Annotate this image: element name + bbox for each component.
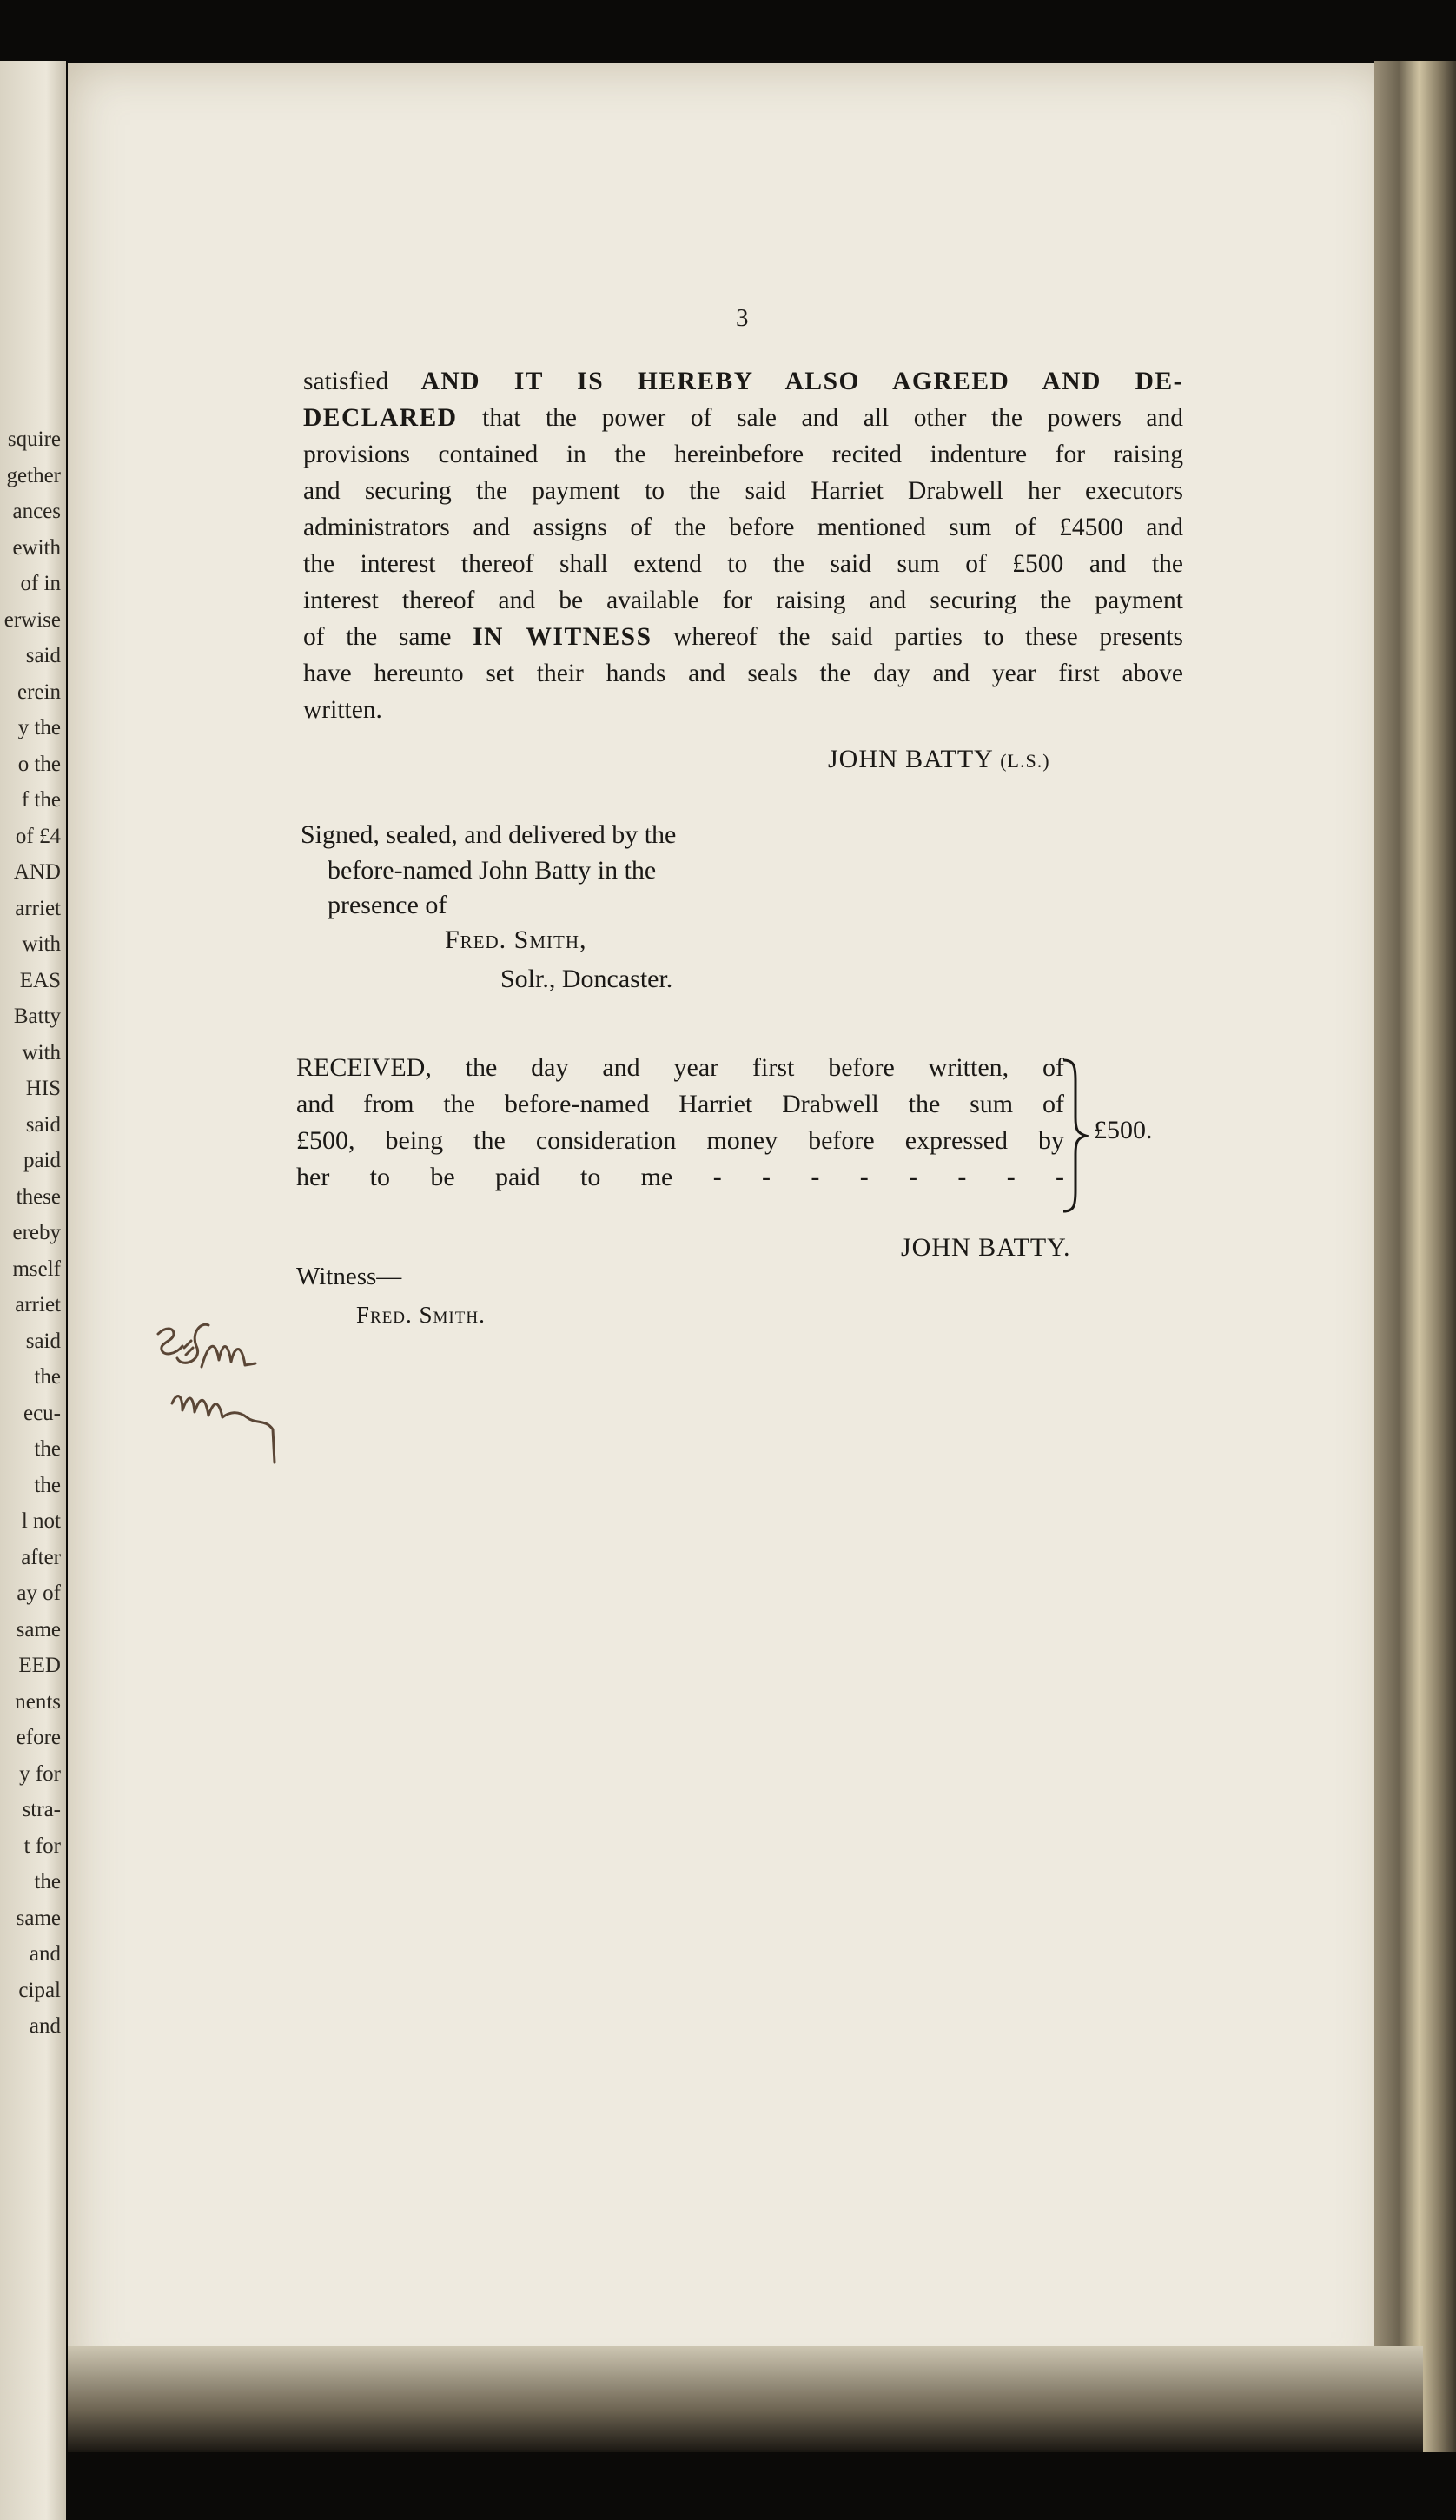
emphasis-caps-text: DECLARED xyxy=(303,404,458,432)
signature-john-batty xyxy=(828,745,1050,774)
body-text: whereof the said parties to these presents xyxy=(652,623,1183,651)
previous-page-fragment: f the xyxy=(21,788,61,812)
previous-page-fragment: stra- xyxy=(22,1798,61,1821)
attestation-line-1: Signed, sealed, and delivered by the xyxy=(301,820,677,849)
body-line xyxy=(303,509,1183,546)
previous-page-fragment: gether xyxy=(6,463,61,487)
previous-page-fragment: said xyxy=(25,644,61,667)
previous-page-fragment: and xyxy=(29,1942,61,1966)
body-text: provisions contained in the hereinbefore recited indenture for raising xyxy=(303,441,1183,468)
previous-page-fragment: and xyxy=(29,2014,61,2038)
receipt-signature: JOHN BATTY. xyxy=(901,1233,1071,1262)
body-text: administrators and assigns of the before mentioned sum of £4500 and xyxy=(303,514,1183,541)
previous-page-fragment: l not xyxy=(21,1509,61,1533)
previous-page-fragment: arriet xyxy=(15,1293,61,1316)
receipt-last-text: her to be paid to me xyxy=(296,1163,673,1191)
previous-page-fragment: y for xyxy=(19,1761,61,1786)
previous-page-fragment: same xyxy=(16,1906,61,1930)
receipt-dash-leader: - - - - - - - - xyxy=(712,1163,1065,1191)
previous-page-text xyxy=(0,421,61,2045)
previous-page-fragment: squire xyxy=(7,428,61,451)
signatory-name: JOHN BATTY xyxy=(828,745,993,773)
attesting-witness-name: Fred. Smith, xyxy=(445,925,587,954)
previous-page-fragment: these xyxy=(16,1184,61,1209)
body-line xyxy=(303,473,1183,509)
previous-page-fragment: the xyxy=(34,1437,61,1461)
previous-page-fragment: ewith xyxy=(12,535,61,560)
body-line xyxy=(303,692,1183,728)
witness-name: Fred. Smith. xyxy=(356,1302,486,1328)
previous-page-fragment: AND xyxy=(13,860,61,884)
emphasis-caps-text: AND IT IS HEREBY ALSO AGREED AND DE- xyxy=(420,368,1183,395)
right-brace-icon xyxy=(1058,1057,1089,1215)
previous-page-fragment: y the xyxy=(17,716,61,739)
witness-label: Witness— xyxy=(296,1263,402,1290)
previous-page-fragment: said xyxy=(25,1329,61,1353)
emphasis-caps-text: IN WITNESS xyxy=(473,623,652,651)
previous-page-fragment: arriet xyxy=(15,896,61,920)
seal-mark: (L.S.) xyxy=(1000,750,1050,772)
previous-page-fragment: ecu- xyxy=(23,1401,61,1425)
body-text: that the power of sale and all other the powers and xyxy=(457,404,1183,432)
body-line xyxy=(303,582,1183,619)
body-line xyxy=(303,619,1183,655)
previous-page-fragment: the xyxy=(34,1870,61,1893)
previous-page-fragment: t for xyxy=(23,1834,61,1858)
previous-page-fragment: ereby xyxy=(12,1221,61,1244)
previous-page-fragment: nents xyxy=(15,1689,61,1714)
previous-page-fragment: of £4 xyxy=(15,824,61,848)
body-text: interest thereof and be available for raising and securing the payment xyxy=(303,587,1183,614)
previous-page-fragment: efore xyxy=(16,1726,61,1749)
previous-page-fragment: mself xyxy=(12,1257,61,1281)
body-line xyxy=(303,546,1183,582)
body-text: and securing the payment to the said Harriet Drabwell her executors xyxy=(303,477,1183,505)
previous-page-fragment: ay of xyxy=(17,1582,61,1605)
body-line xyxy=(303,363,1183,400)
page-number: 3 xyxy=(736,304,749,332)
previous-page-fragment: EED xyxy=(18,1654,61,1677)
body-text: satisfied xyxy=(303,368,421,395)
previous-page-fragment: same xyxy=(16,1617,61,1641)
previous-page-fragment: erein xyxy=(17,680,61,704)
previous-page-fragment: said xyxy=(25,1112,61,1137)
body-text: have hereunto set their hands and seals the day and year first above xyxy=(303,660,1183,687)
previous-page-fragment: Batty xyxy=(13,1005,61,1028)
previous-page-fragment: ances xyxy=(12,500,61,523)
receipt-line-1: RECEIVED, the day and year first before written, of xyxy=(296,1053,1064,1082)
previous-page-fragment: the xyxy=(34,1473,61,1497)
previous-page-fragment: HIS xyxy=(25,1077,61,1100)
body-text: of the same xyxy=(303,623,473,651)
previous-page-fragment: with xyxy=(22,932,61,956)
page-bottom-shadow xyxy=(68,2346,1423,2452)
body-text: the interest thereof shall extend to the said sum of £500 and the xyxy=(303,550,1183,578)
previous-page-fragment: of in xyxy=(20,572,61,595)
previous-page-fragment: o the xyxy=(17,752,61,776)
body-line xyxy=(303,400,1183,436)
body-text: written. xyxy=(303,696,382,724)
attesting-witness-detail: Solr., Doncaster. xyxy=(500,965,673,993)
body-line xyxy=(303,436,1183,473)
receipt-line-3: £500, being the consideration money before expressed by xyxy=(296,1126,1064,1155)
receipt-line-4 xyxy=(296,1159,1064,1196)
previous-page-fragment: after xyxy=(21,1545,61,1569)
receipt-line-2: and from the before-named Harriet Drabwell the sum of xyxy=(296,1090,1064,1118)
previous-page-fragment: EAS xyxy=(19,968,61,992)
receipt-amount: £500. xyxy=(1094,1116,1153,1144)
previous-page-fragment: with xyxy=(22,1040,61,1064)
previous-page-fragment: cipal xyxy=(18,1978,61,2002)
book-fore-edge xyxy=(1374,61,1456,2452)
previous-page-fragment: paid xyxy=(23,1149,61,1172)
body-line xyxy=(303,655,1183,692)
attestation-line-2: before-named John Batty in the xyxy=(328,856,657,885)
attestation-line-3: presence of xyxy=(328,891,447,919)
previous-page-fragment: erwise xyxy=(3,607,61,632)
handwritten-pencil-mark-icon xyxy=(148,1308,295,1482)
previous-page-fragment: the xyxy=(34,1365,61,1389)
previous-page-edge xyxy=(0,61,66,2520)
